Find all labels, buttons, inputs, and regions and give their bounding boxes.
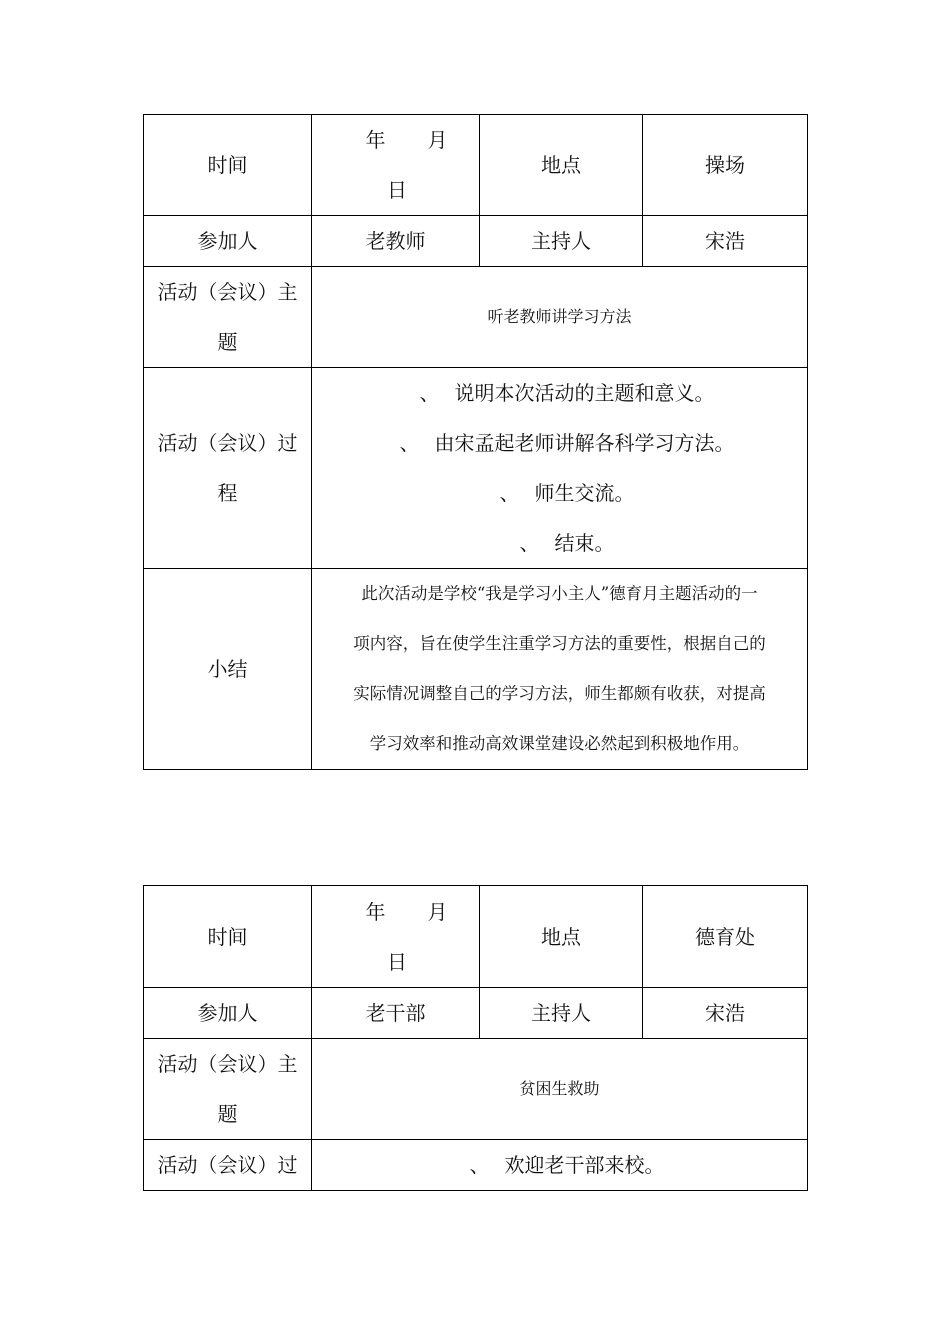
table-row [144, 115, 808, 216]
table-row [144, 267, 808, 368]
time-label: 时间 [144, 886, 312, 988]
step-mark: 、 [519, 531, 540, 555]
summary-line: 实际情况调整自己的学习方法，师生都颇有收获，对提高 [353, 684, 766, 703]
summary-line: 此次活动是学校“我是学习小主人”德育月主题活动的一 [361, 584, 758, 603]
date-day-label: 日 [387, 949, 407, 974]
date-year-label: 年 [365, 899, 386, 924]
host-value: 宋浩 [643, 216, 808, 267]
step-text: 师生交流。 [534, 481, 635, 505]
summary-text [312, 569, 808, 770]
date-month-label: 月 [427, 899, 448, 924]
topic-label [144, 1039, 312, 1140]
process-steps [312, 1140, 808, 1191]
table-row [144, 216, 808, 267]
process-step [312, 518, 807, 568]
activity-record-table-1 [143, 114, 808, 770]
participants-label: 参加人 [144, 988, 312, 1039]
summary-line: 项内容，旨在使学生注重学习方法的重要性，根据自己的 [353, 634, 766, 653]
process-step [312, 418, 807, 468]
summary-label: 小结 [144, 569, 312, 770]
place-label: 地点 [480, 115, 643, 216]
process-label-line1: 活动（会议）过 [157, 431, 298, 455]
step-mark: 、 [419, 381, 440, 405]
date-year-label: 年 [365, 128, 386, 152]
topic-label-line1: 活动（会议）主 [157, 280, 298, 304]
host-label: 主持人 [480, 216, 643, 267]
participants-label: 参加人 [144, 216, 312, 267]
participants-value: 老教师 [312, 216, 480, 267]
step-text: 结束。 [554, 531, 615, 555]
table-row [144, 988, 808, 1039]
process-step [312, 468, 807, 518]
date-day-label: 日 [387, 178, 407, 202]
time-label: 时间 [144, 115, 312, 216]
topic-label-line2: 题 [217, 1102, 238, 1126]
table-row [144, 569, 808, 770]
step-mark: 、 [499, 481, 520, 505]
participants-value: 老干部 [312, 988, 480, 1039]
topic-label [144, 267, 312, 368]
host-value: 宋浩 [643, 988, 808, 1039]
date-month-label: 月 [427, 128, 448, 152]
process-step [312, 1140, 807, 1190]
step-mark: 、 [399, 431, 420, 455]
table-row [144, 886, 808, 988]
activity-record-table-2 [143, 885, 808, 1191]
process-steps [312, 368, 808, 569]
summary-line: 学习效率和推动高效课堂建设必然起到积极地作用。 [369, 734, 750, 753]
date-value [312, 115, 480, 216]
process-step [312, 368, 807, 418]
step-text: 说明本次活动的主题和意义。 [454, 381, 715, 405]
process-label-line2: 程 [217, 481, 238, 505]
step-mark: 、 [469, 1153, 490, 1177]
step-text: 由宋孟起老师讲解各科学习方法。 [434, 431, 735, 455]
place-label: 地点 [480, 886, 643, 988]
place-value: 操场 [643, 115, 808, 216]
place-value: 德育处 [643, 886, 808, 988]
topic-value: 听老教师讲学习方法 [312, 267, 808, 368]
process-label: 活动（会议）过 [144, 1140, 312, 1191]
step-text: 欢迎老干部来校。 [504, 1153, 665, 1177]
host-label: 主持人 [480, 988, 643, 1039]
process-label [144, 368, 312, 569]
topic-value: 贫困生救助 [312, 1039, 808, 1140]
topic-label-line1: 活动（会议）主 [157, 1052, 298, 1076]
table-row [144, 1039, 808, 1140]
date-value [312, 886, 480, 988]
table-row [144, 368, 808, 569]
table-row [144, 1140, 808, 1191]
topic-label-line2: 题 [217, 330, 238, 354]
